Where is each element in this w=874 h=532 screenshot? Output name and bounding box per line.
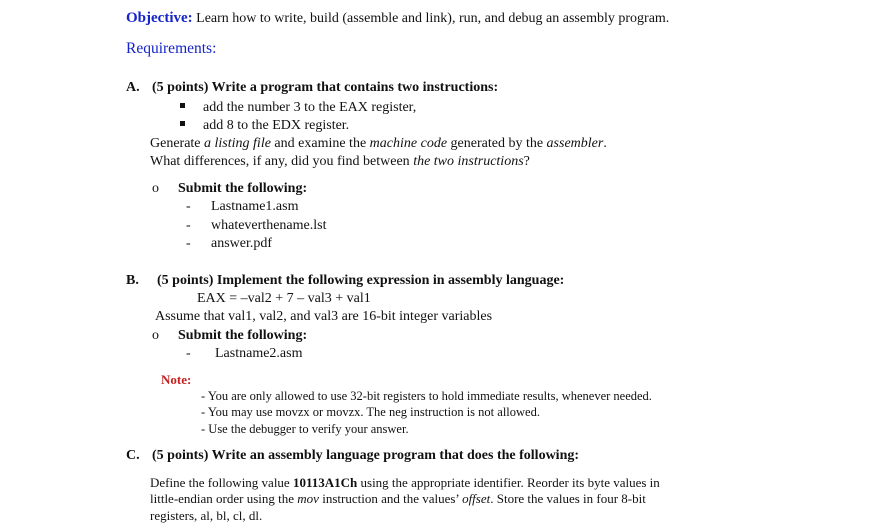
mov-term: mov [297, 491, 319, 506]
note-item: - Use the debugger to verify your answer. [201, 422, 409, 436]
section-b-submit-heading: Submit the following: [178, 328, 308, 343]
assembler-term: assembler [546, 136, 604, 151]
section-c-line-1 [150, 475, 660, 491]
section-a-submit-heading: Submit the following: [178, 181, 308, 196]
section-a-bullet-2 [180, 118, 349, 134]
two-instructions-term: the two instructions [413, 154, 524, 169]
dash-bullet: - [186, 346, 191, 361]
section-c-line-3: registers, al, bl, cl, dl. [150, 508, 263, 523]
section-b-letter: B. [126, 273, 139, 288]
section-a-question-line [150, 154, 530, 170]
section-a-listing-line [150, 136, 607, 152]
section-a-bullet-1 [180, 100, 416, 116]
section-b-heading: (5 points) Implement the following expression in assembly language: [157, 273, 565, 288]
section-c-heading: (5 points) Write an assembly language program that does the following: [152, 448, 580, 463]
file-item: Lastname1.asm [211, 199, 299, 214]
file-item: answer.pdf [211, 236, 273, 251]
section-a-letter: A. [126, 80, 140, 95]
text: . Store the values in four 8-bit [490, 491, 646, 506]
section-c-letter: C. [126, 448, 140, 463]
bullet-text: add 8 to the EDX register. [203, 118, 350, 133]
dash-bullet: - [186, 236, 191, 251]
square-bullet-icon [180, 121, 185, 126]
submit-marker: o [152, 328, 159, 343]
objective-label: Objective: [126, 10, 193, 26]
file-item: Lastname2.asm [215, 346, 303, 361]
text: using the appropriate identifier. Reorder its byte values in [357, 475, 660, 490]
text: What differences, if any, did you find between [150, 154, 414, 169]
text: . [603, 136, 607, 151]
hex-value: 10113A1Ch [292, 475, 358, 490]
section-b-assume: Assume that val1, val2, and val3 are 16-bit integer variables [155, 309, 493, 324]
text: and examine the [270, 136, 370, 151]
text: ? [523, 154, 530, 169]
machine-code-term: machine code [369, 136, 448, 151]
listing-file-term: a listing file [204, 136, 271, 151]
text: Generate [150, 136, 205, 151]
text: Define the following value [150, 475, 293, 490]
note-item: - You are only allowed to use 32-bit registers to hold immediate results, whenever needed. [201, 389, 652, 403]
section-a-heading: (5 points) Write a program that contains two instructions: [152, 80, 499, 95]
text: little-endian order using the [150, 491, 298, 506]
square-bullet-icon [180, 103, 185, 108]
bullet-text: add the number 3 to the EAX register, [203, 100, 417, 115]
objective-text: Learn how to write, build (assemble and link), run, and debug an assembly program. [196, 11, 670, 26]
text: instruction and the values’ [318, 491, 463, 506]
note-label: Note: [161, 372, 192, 387]
submit-marker: o [152, 181, 159, 196]
note-item: - You may use movzx or movzx. The neg instruction is not allowed. [201, 405, 540, 419]
objective-line [126, 10, 669, 27]
section-c-line-2 [150, 491, 646, 507]
file-item: whateverthename.lst [211, 218, 327, 233]
offset-term: offset [462, 491, 491, 506]
requirements-heading: Requirements: [126, 40, 217, 57]
text: generated by the [447, 136, 547, 151]
dash-bullet: - [186, 218, 191, 233]
dash-bullet: - [186, 199, 191, 214]
section-b-expression: EAX = –val2 + 7 – val3 + val1 [197, 291, 371, 306]
